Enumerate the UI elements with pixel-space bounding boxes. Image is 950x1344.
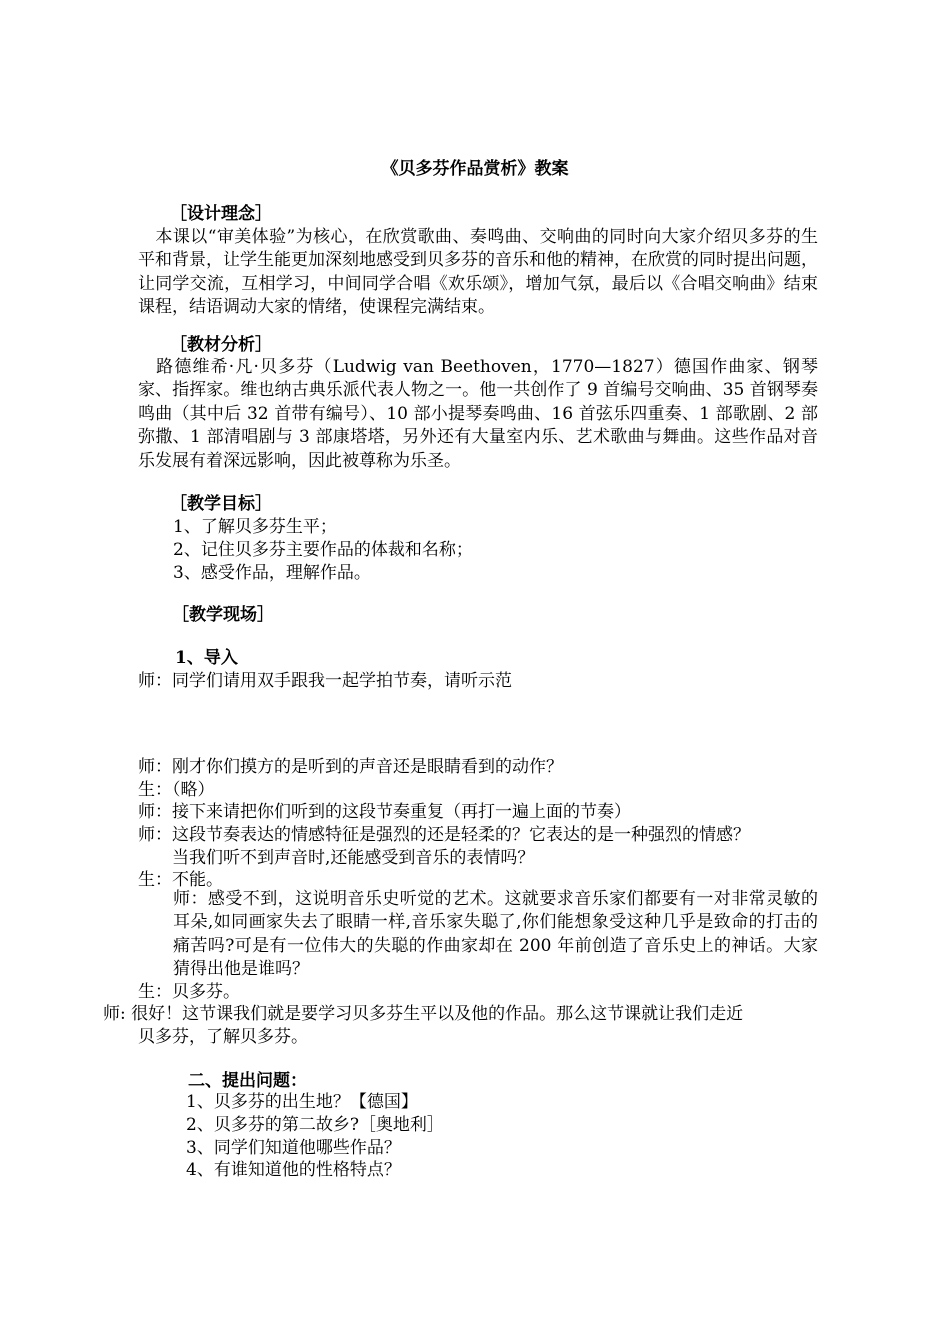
dialogue-line: 师: 很好！这节课我们就是要学习贝多芬生平以及他的作品。那么这节课就让我们走近 [103, 1004, 744, 1024]
dialogue-line: 师：这段节奏表达的情感特征是强烈的还是轻柔的？它表达的是一种强烈的情感？ [138, 825, 750, 845]
dialogue-line: 师：同学们请用双手跟我一起学拍节奏，请听示范 [138, 671, 512, 691]
dialogue-line: 师：刚才你们摸方的是听到的声音还是眼睛看到的动作？ [138, 757, 563, 777]
questions-heading: 二、提出问题： [188, 1071, 307, 1091]
question-item: 4、有谁知道他的性格特点？ [186, 1160, 401, 1180]
dialogue-line: 贝多芬，了解贝多芬。 [138, 1027, 308, 1047]
analysis-heading: ［教材分析］ [170, 335, 272, 355]
doc-title: 《贝多芬作品赏析》教案 [381, 159, 569, 179]
analysis-text: 路德维希·凡·贝多芬（Ludwig van Beethoven，1770—1827）德国作曲家、钢琴家、指挥家。维也纳古典乐派代表人物之一。他一共创作了 9 首编号交响曲、35 首钢琴奏鸣曲（其中后 32 首带有编号）、10 部小提琴奏鸣曲、16 首弦乐四重奏、1 部歌剧、2 部弥撒、1 部清唱剧与 3 部康塔塔，另外还有大量室内乐、艺术歌曲与舞曲。这些作品对音乐发展有着深远影响，因此被尊称为乐圣。 [138, 357, 818, 471]
dialogue-line: 师：接下来请把你们听到的这段节奏重复（再打一遍上面的节奏） [138, 802, 631, 822]
concept-text: 本课以“审美体验”为核心，在欣赏歌曲、奏鸣曲、交响曲的同时向大家介绍贝多芬的生平和背景，让学生能更加深刻地感受到贝多芬的音乐和他的精神，在欣赏的同时提出问题，让同学交流，互相学习，中间同学合唱《欢乐颂》，增加气氛，最后以《合唱交响曲》结束课程，结语调动大家的情绪，使课程完满结束。 [138, 227, 818, 318]
goal-item: 3、感受作品，理解作品。 [173, 563, 371, 583]
scene-heading: ［教学现场］ [172, 605, 274, 625]
goal-item: 1、了解贝多芬生平； [173, 517, 337, 537]
concept-heading: ［设计理念］ [170, 204, 272, 224]
question-item: 3、同学们知道他哪些作品？ [186, 1138, 401, 1158]
intro-heading: 1、导入 [175, 648, 238, 668]
question-item: 1、贝多芬的出生地？【德国】 [186, 1092, 418, 1112]
dialogue-paragraph: 师：感受不到，这说明音乐史听觉的艺术。这就要求音乐家们都要有一对非常灵敏的耳朵,如同画家失去了眼睛一样,音乐家失聪了,你们能想象受这种几乎是致命的打击的痛苦吗?可是有一位伟大的失聪的作曲家却在 200 年前创造了音乐史上的神话。大家猜得出他是谁吗？ [173, 889, 818, 980]
goal-item: 2、记住贝多芬主要作品的体裁和名称； [173, 540, 473, 560]
dialogue-line: 生：贝多芬。 [138, 982, 240, 1002]
question-item: 2、贝多芬的第二故乡?［奥地利］ [186, 1115, 444, 1135]
dialogue-line: 生：不能。 [138, 870, 223, 890]
dialogue-line: 当我们听不到声音时,还能感受到音乐的表情吗？ [172, 848, 535, 868]
goals-heading: ［教学目标］ [170, 494, 272, 514]
dialogue-line: 生：（略） [138, 780, 215, 800]
